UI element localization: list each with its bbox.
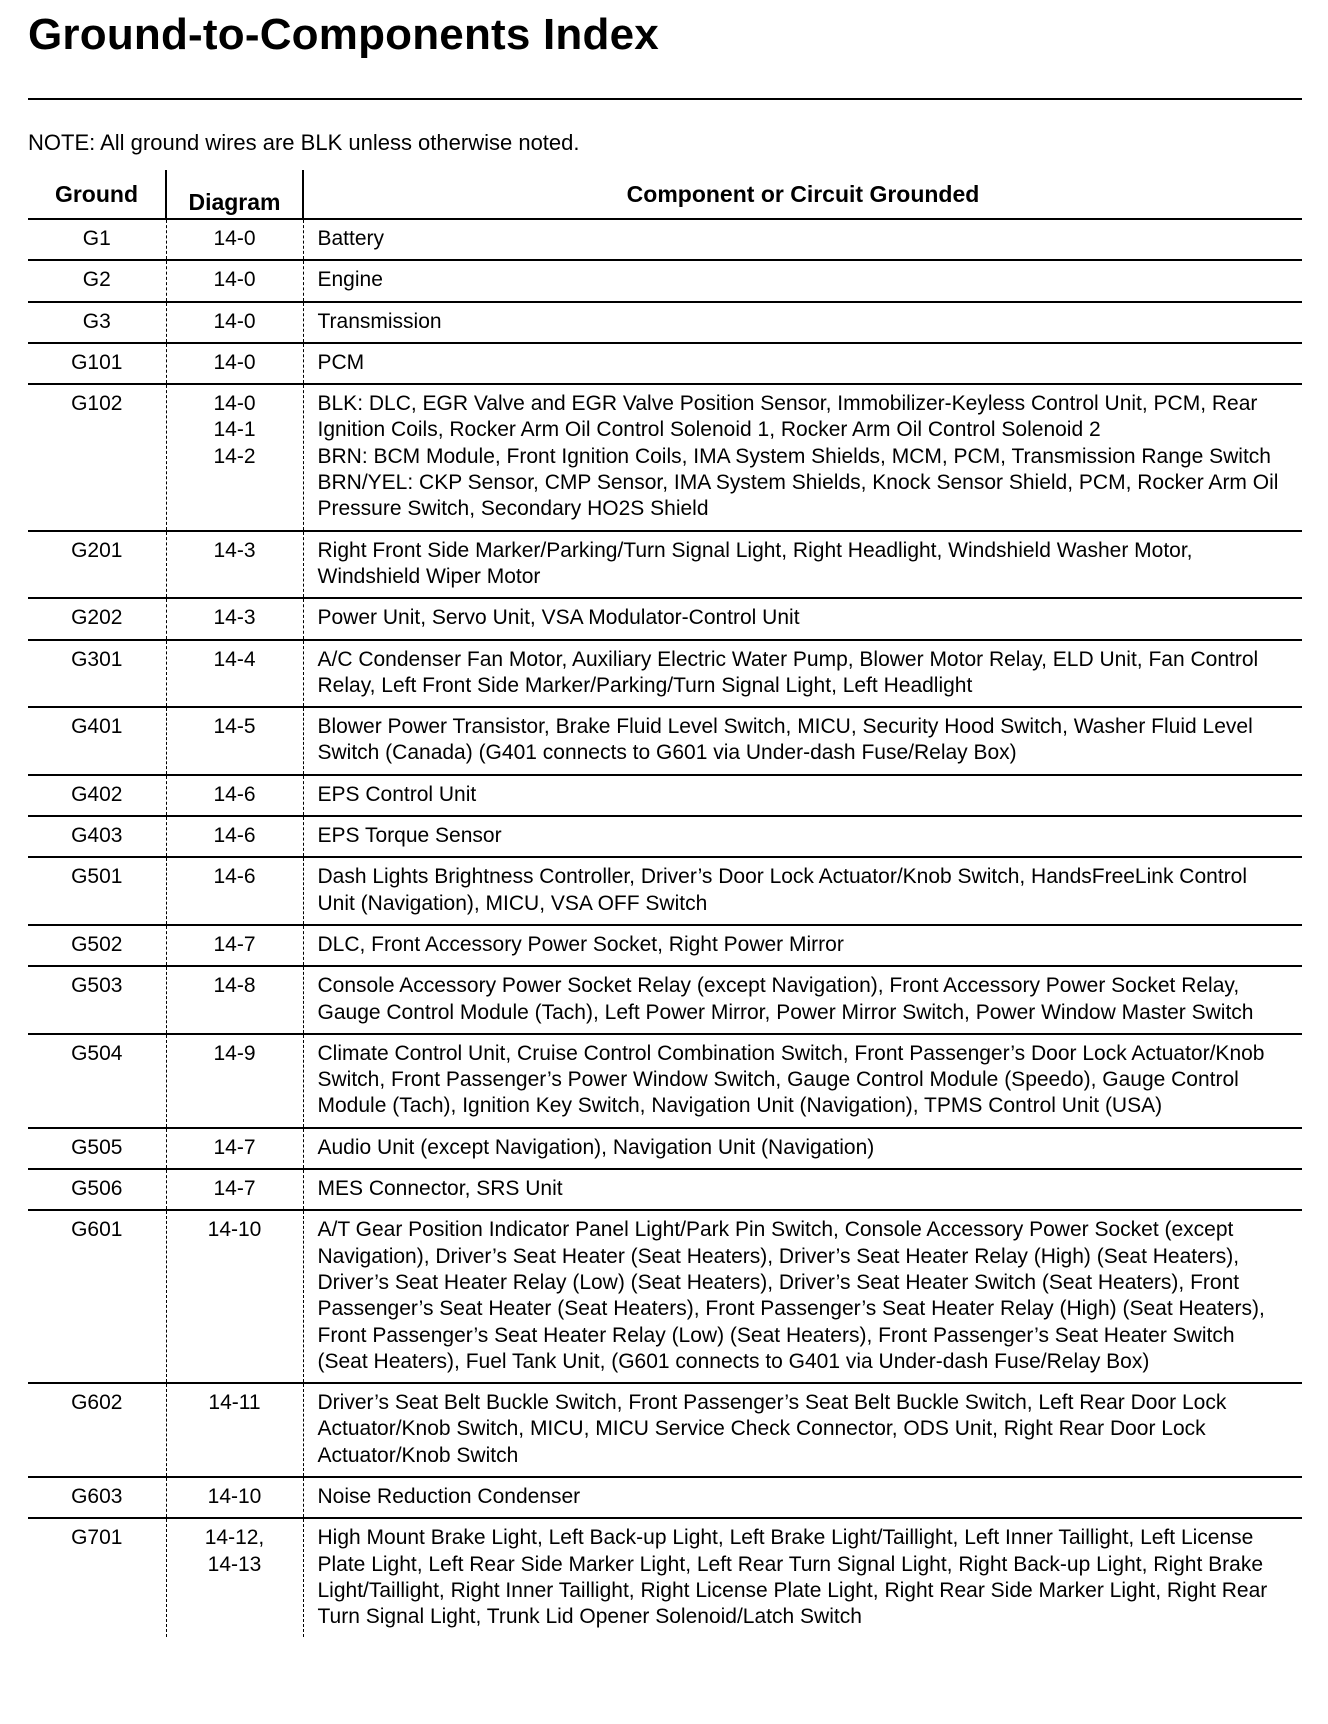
diagram-number: 14-0 [213, 309, 256, 333]
ground-id: G1 [28, 219, 166, 260]
header-component: Component or Circuit Grounded [303, 170, 1302, 219]
diagram-number: 14-3 [213, 538, 256, 562]
table-body [28, 219, 1302, 1637]
component-list [303, 640, 1302, 708]
diagram-number: 14-7 [213, 932, 256, 956]
component-text: Noise Reduction Condenser [317, 1484, 581, 1508]
diagram-number: 14-12, [204, 1526, 265, 1550]
table-row [28, 707, 1302, 775]
component-list [303, 1518, 1302, 1637]
component-list [303, 302, 1302, 343]
component-list [303, 260, 1302, 301]
diagram-ref [166, 925, 303, 966]
component-text: Climate Control Unit, Cruise Control Combination Switch, Front Passenger’s Door Lock Actuator/Knob Switch, Front Passenger’s Power Window Switch, Gauge Control Module (Speedo), Gauge Control Module (Tach), Ignition Key Switch, Navigation Unit (Navigation), TPMS Control Unit (USA) [317, 1041, 1265, 1118]
component-list [303, 384, 1302, 530]
ground-wire-note: NOTE: All ground wires are BLK unless otherwise noted. [28, 130, 580, 155]
header-ground: Ground [28, 170, 166, 219]
table-row [28, 966, 1302, 1034]
ground-index-table [28, 170, 1302, 1637]
diagram-number: 14-0 [213, 392, 256, 416]
diagram-ref [166, 343, 303, 384]
diagram-number: 14-10 [207, 1218, 262, 1242]
diagram-ref [166, 1034, 303, 1128]
header-diagram: Diagram [166, 170, 303, 219]
diagram-ref [166, 1128, 303, 1169]
component-text: High Mount Brake Light, Left Back-up Light, Left Brake Light/Taillight, Left Inner Taillight, Left License Plate Light, Left Rear Side Marker Light, Left Rear Turn Signal Light, Right Back-up Light, Right Brake Light/Taillight, Right Inner Taillight, Right License Plate Light, Right Rear Side Marker Light, Right Rear Turn Signal Light, Trunk Lid Opener Solenoid/Latch Switch [317, 1526, 1268, 1629]
diagram-number: 14-6 [213, 865, 256, 889]
diagram-number: 14-1 [213, 418, 256, 442]
diagram-ref [166, 1383, 303, 1477]
component-list [303, 1128, 1302, 1169]
ground-id: G201 [28, 531, 166, 599]
diagram-number: 14-3 [213, 606, 256, 630]
table-row [28, 1477, 1302, 1518]
table-row [28, 1169, 1302, 1210]
table-row [28, 640, 1302, 708]
component-text: DLC, Front Accessory Power Socket, Right Power Mirror [317, 932, 844, 956]
component-text: BLK: DLC, EGR Valve and EGR Valve Position Sensor, Immobilizer-Keyless Control Unit, PCM, Rear Ignition Coils, Rocker Arm Oil Control Solenoid 1, Rocker Arm Oil Control Solenoid 2 [317, 392, 1258, 442]
table-row [28, 1383, 1302, 1477]
ground-id: G102 [28, 384, 166, 530]
diagram-ref [166, 531, 303, 599]
component-text: Console Accessory Power Socket Relay (except Navigation), Front Accessory Power Socket Relay, Gauge Control Module (Tach), Left Power Mirror, Power Mirror Switch, Power Window Master Switch [317, 974, 1254, 1024]
diagram-number: 14-0 [213, 268, 256, 292]
table-row [28, 1034, 1302, 1128]
diagram-ref [166, 640, 303, 708]
component-text: A/C Condenser Fan Motor, Auxiliary Electric Water Pump, Blower Motor Relay, ELD Unit, Fan Control Relay, Left Front Side Marker/Parking/Turn Signal Light, Left Headlight [317, 647, 1259, 697]
table-row [28, 260, 1302, 301]
diagram-ref [166, 775, 303, 816]
diagram-ref [166, 260, 303, 301]
diagram-ref [166, 1210, 303, 1383]
component-text: Driver’s Seat Belt Buckle Switch, Front Passenger’s Seat Belt Buckle Switch, Left Rear Door Lock Actuator/Knob Switch, MICU, MICU Service Check Connector, ODS Unit, Right Rear Door Lock Actuator/Knob Switch [317, 1391, 1227, 1467]
component-text: EPS Torque Sensor [317, 824, 502, 848]
diagram-number: 14-6 [213, 782, 256, 806]
component-text: Audio Unit (except Navigation), Navigation Unit (Navigation) [317, 1135, 875, 1159]
diagram-number: 14-9 [213, 1041, 256, 1065]
component-text: EPS Control Unit [317, 782, 477, 806]
component-list [303, 1383, 1302, 1477]
diagram-ref [166, 302, 303, 343]
ground-id: G503 [28, 966, 166, 1034]
component-list [303, 707, 1302, 775]
diagram-ref [166, 857, 303, 925]
diagram-ref [166, 1169, 303, 1210]
ground-id: G2 [28, 260, 166, 301]
table-row [28, 598, 1302, 639]
diagram-number: 14-5 [213, 715, 256, 739]
ground-id: G504 [28, 1034, 166, 1128]
ground-id: G301 [28, 640, 166, 708]
component-list [303, 925, 1302, 966]
ground-id: G502 [28, 925, 166, 966]
component-text: Transmission [317, 309, 442, 333]
component-text: BRN: BCM Module, Front Ignition Coils, IMA System Shields, MCM, PCM, Transmission Range Switch [317, 444, 1271, 468]
ground-id: G403 [28, 816, 166, 857]
diagram-number: 14-7 [213, 1177, 256, 1201]
diagram-number: 14-7 [213, 1135, 256, 1159]
component-list [303, 343, 1302, 384]
diagram-number: 14-8 [213, 974, 256, 998]
ground-id: G202 [28, 598, 166, 639]
ground-id: G3 [28, 302, 166, 343]
table-row [28, 531, 1302, 599]
component-list [303, 219, 1302, 260]
diagram-number: 14-4 [213, 647, 256, 671]
component-text: Blower Power Transistor, Brake Fluid Level Switch, MICU, Security Hood Switch, Washer Fluid Level Switch (Canada) (G401 connects to G601 via Under-dash Fuse/Relay Box) [317, 715, 1253, 765]
ground-id: G501 [28, 857, 166, 925]
table-row [28, 302, 1302, 343]
diagram-number: 14-11 [208, 1391, 261, 1415]
diagram-ref [166, 966, 303, 1034]
component-list [303, 1034, 1302, 1128]
diagram-ref [166, 598, 303, 639]
component-list [303, 1210, 1302, 1383]
diagram-number: 14-10 [207, 1484, 262, 1508]
component-text: Battery [317, 227, 385, 250]
component-list [303, 598, 1302, 639]
page-title: Ground-to-Components Index [28, 10, 659, 59]
table-row [28, 775, 1302, 816]
component-list [303, 531, 1302, 599]
ground-id: G701 [71, 1526, 123, 1550]
diagram-number: 14-2 [213, 444, 256, 468]
diagram-ref [166, 707, 303, 775]
table-row [28, 857, 1302, 925]
diagram-ref [166, 1518, 303, 1637]
ground-id: G601 [28, 1210, 166, 1383]
component-text: PCM [317, 350, 365, 374]
ground-id: G402 [28, 775, 166, 816]
diagram-number: 14-0 [213, 350, 256, 374]
component-text: Engine [317, 268, 383, 292]
table-row [28, 1518, 1302, 1637]
component-list [303, 966, 1302, 1034]
component-list [303, 857, 1302, 925]
component-list [303, 816, 1302, 857]
title-divider [28, 98, 1302, 100]
diagram-number: 14-0 [213, 227, 256, 250]
table-row [28, 343, 1302, 384]
ground-id: G602 [28, 1383, 166, 1477]
component-list [303, 1169, 1302, 1210]
component-text: Dash Lights Brightness Controller, Driver’s Door Lock Actuator/Knob Switch, HandsFreeLink Control Unit (Navigation), MICU, VSA OFF Switch [317, 865, 1247, 915]
ground-id: G401 [28, 707, 166, 775]
table-row [28, 816, 1302, 857]
ground-id: G101 [28, 343, 166, 384]
component-text: A/T Gear Position Indicator Panel Light/Park Pin Switch, Console Accessory Power Socket (except Navigation), Driver’s Seat Heater (Seat Heaters), Driver’s Seat Heater Relay (High) (Seat Heaters), Driver’s Seat Heater Relay (Low) (Seat Heaters), Driver’s Seat Heater Switch (Seat Heaters), Front Passenger’s Seat Heater (Seat Heaters), Front Passenger’s Seat Heater Relay (High) (Seat Heaters), Front Passenger’s Seat Heater Relay (Low) (Seat Heaters), Front Passenger’s Seat Heater Switch (Seat Heaters), Fuel Tank Unit, (G601 connects to G401 via Under-dash Fuse/Relay Box) [317, 1218, 1265, 1373]
table-header-row [28, 170, 1302, 219]
table-row [28, 1210, 1302, 1383]
component-text: Right Front Side Marker/Parking/Turn Signal Light, Right Headlight, Windshield Washer Motor, Windshield Wiper Motor [317, 538, 1193, 588]
component-text: MES Connector, SRS Unit [317, 1177, 563, 1201]
component-text: BRN/YEL: CKP Sensor, CMP Sensor, IMA System Shields, Knock Sensor Shield, PCM, Rocker Arm Oil Pressure Switch, Secondary HO2S Shield [317, 471, 1279, 521]
ground-id: G603 [28, 1477, 166, 1518]
table-row [28, 384, 1302, 530]
diagram-number: 14-6 [213, 824, 256, 848]
diagram-ref [166, 1477, 303, 1518]
ground-id: G506 [28, 1169, 166, 1210]
diagram-number: 14-13 [207, 1552, 262, 1576]
component-list [303, 1477, 1302, 1518]
table-row [28, 219, 1302, 260]
diagram-ref [166, 219, 303, 260]
component-list [303, 775, 1302, 816]
table-row [28, 1128, 1302, 1169]
diagram-ref [166, 816, 303, 857]
diagram-ref [166, 384, 303, 530]
component-text: Power Unit, Servo Unit, VSA Modulator-Control Unit [317, 606, 800, 630]
table-row [28, 925, 1302, 966]
ground-id: G505 [28, 1128, 166, 1169]
